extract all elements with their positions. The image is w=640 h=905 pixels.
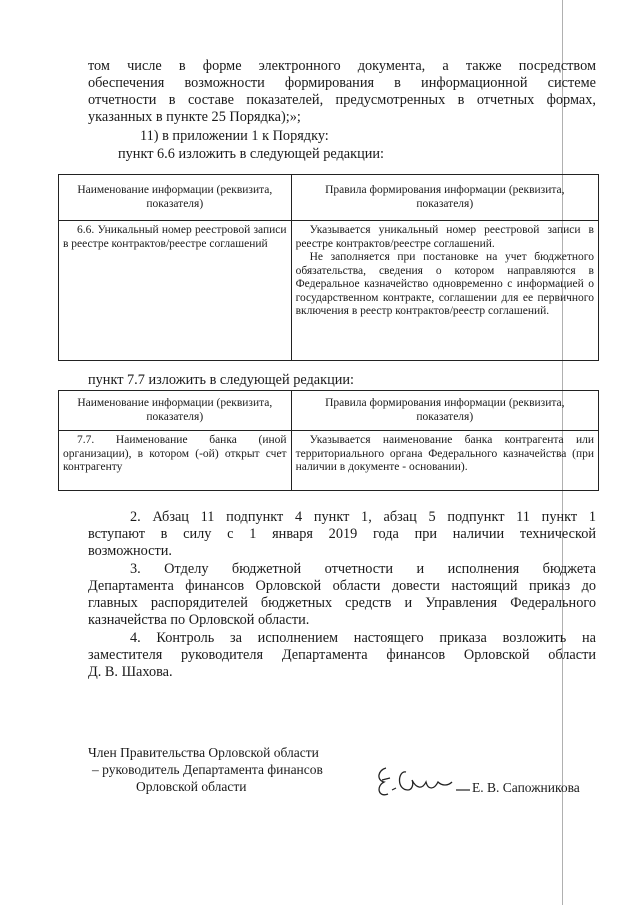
intro-line-2: обеспечения возможности формирования в информационной системе bbox=[88, 75, 596, 91]
table-point-6-6 bbox=[58, 174, 599, 361]
signatory-title-line-3: Орловской области bbox=[136, 779, 247, 794]
para-3-line-1: 3. Отделу бюджетной отчетности и исполнения бюджета bbox=[130, 561, 596, 577]
para-3-line-2: Департамента финансов Орловской области довести настоящий приказ до bbox=[88, 578, 596, 594]
table-cell-name: 6.6. Уникальный номер реестровой записи в реестре контрактов/реестре соглашений bbox=[59, 221, 292, 361]
intro-line-4: указанных в пункте 25 Порядка);»; bbox=[88, 109, 301, 125]
table-header-row bbox=[59, 391, 599, 431]
para-4-line-3: Д. В. Шахова. bbox=[88, 664, 173, 680]
signatory-name: Е. В. Сапожникова bbox=[472, 780, 580, 795]
item-11: 11) в приложении 1 к Порядку: bbox=[140, 128, 329, 144]
signatory-title-line-2: – руководитель Департамента финансов bbox=[92, 762, 323, 777]
table-header-col1: Наименование информации (реквизита, показателя) bbox=[59, 175, 292, 221]
table-row bbox=[59, 431, 599, 491]
table-cell-rules: Указывается наименование банка контрагента или территориального органа Федерального казначейства (при наличии в документе - основании). bbox=[291, 431, 598, 491]
table-point-7-7 bbox=[58, 390, 599, 491]
table-header-col2: Правила формирования информации (реквизита, показателя) bbox=[291, 391, 598, 431]
para-3-line-3: главных распорядителей бюджетных средств и Управления Федерального bbox=[88, 595, 596, 611]
point-6-6-intro: пункт 6.6 изложить в следующей редакции: bbox=[118, 146, 385, 162]
para-3-line-4: казначейства по Орловской области. bbox=[88, 612, 310, 628]
table-cell-rules bbox=[291, 221, 598, 361]
table-cell-rules-p1: Указывается уникальный номер реестровой записи в реестре контрактов/реестре соглашений. bbox=[295, 224, 594, 250]
intro-line-3: отчетности в составе показателей, предусмотренных в отчетных формах, bbox=[88, 92, 596, 108]
para-2-line-2: вступают в силу с 1 января 2019 года при наличии технической bbox=[88, 526, 596, 542]
table-header-row bbox=[59, 175, 599, 221]
table-row bbox=[59, 221, 599, 361]
intro-line-1: том числе в форме электронного документа, а также посредством bbox=[88, 58, 596, 74]
table-header-col1: Наименование информации (реквизита, показателя) bbox=[59, 391, 292, 431]
point-7-7-intro: пункт 7.7 изложить в следующей редакции: bbox=[88, 372, 355, 388]
para-2-line-1: 2. Абзац 11 подпункт 4 пункт 1, абзац 5 подпункт 11 пункт 1 bbox=[130, 509, 596, 525]
signatory-title-line-1: Член Правительства Орловской области bbox=[88, 745, 319, 760]
table-header-col2: Правила формирования информации (реквизита, показателя) bbox=[291, 175, 598, 221]
table-cell-rules-p2: Не заполняется при постановке на учет бюджетного обязательства, сведения о котором направляются в Федеральное казначейство одновременно с информацией о государственном контракте, соглашении для ее первичного включения в реестр контрактов/реестр соглашений. bbox=[295, 251, 594, 317]
signatory-title bbox=[88, 744, 358, 795]
para-2-line-3: возможности. bbox=[88, 543, 172, 559]
table-cell-name: 7.7. Наименование банка (иной организации), в котором (-ой) открыт счет контрагенту bbox=[59, 431, 292, 491]
para-4-line-1: 4. Контроль за исполнением настоящего приказа возложить на bbox=[130, 630, 596, 646]
para-4-line-2: заместителя руководителя Департамента финансов Орловской области bbox=[88, 647, 596, 663]
handwritten-signature bbox=[372, 760, 472, 804]
